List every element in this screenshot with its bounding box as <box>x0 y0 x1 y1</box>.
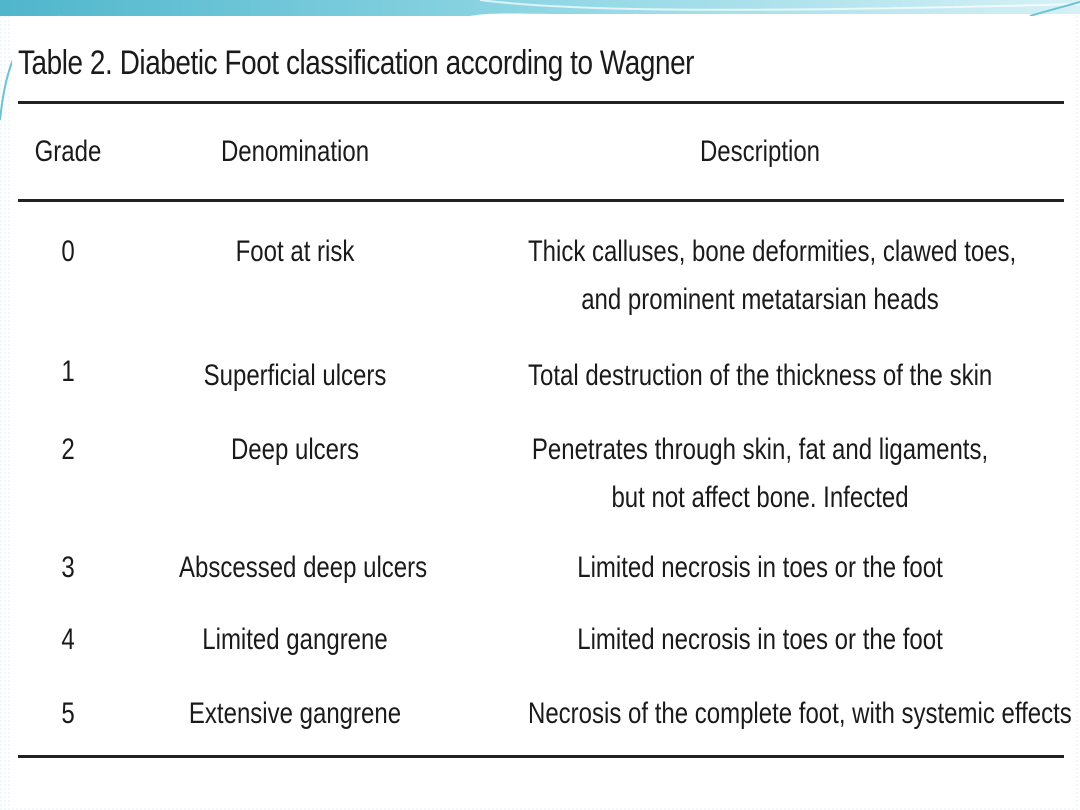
row-description: Necrosis of the complete foot, with systemic effects <box>528 697 1072 730</box>
row-denomination: Extensive gangrene <box>188 697 402 730</box>
row-description: Limited necrosis in toes or the foot <box>577 551 943 584</box>
row-grade: 1 <box>61 355 75 388</box>
table-header-rule <box>18 199 1064 202</box>
row-denomination: Superficial ulcers <box>203 359 387 392</box>
row-grade: 0 <box>61 235 75 268</box>
table-top-rule <box>18 101 1064 104</box>
row-description-cont: and prominent metatarsian heads <box>581 283 939 316</box>
row-denomination: Deep ulcers <box>230 433 360 466</box>
row-description: Limited necrosis in toes or the foot <box>577 623 943 656</box>
row-grade: 3 <box>61 551 75 584</box>
row-grade: 4 <box>61 623 75 656</box>
row-denomination: Limited gangrene <box>202 623 388 656</box>
row-description-cont: but not affect bone. Infected <box>611 481 909 514</box>
row-description: Penetrates through skin, fat and ligaments, <box>531 433 989 466</box>
row-grade: 5 <box>61 697 75 730</box>
table-title: Table 2. Diabetic Foot classification according to Wagner <box>18 44 695 82</box>
header-denomination: Denomination <box>220 135 370 168</box>
row-description: Thick calluses, bone deformities, clawed toes, <box>528 235 1017 268</box>
table-bottom-rule <box>18 755 1064 758</box>
header-description: Description <box>699 135 821 168</box>
row-grade: 2 <box>61 433 75 466</box>
row-description: Total destruction of the thickness of the skin <box>528 359 993 392</box>
header-grade: Grade <box>34 135 102 168</box>
row-denomination: Foot at risk <box>235 235 355 268</box>
row-denomination: Abscessed deep ulcers <box>179 551 428 584</box>
